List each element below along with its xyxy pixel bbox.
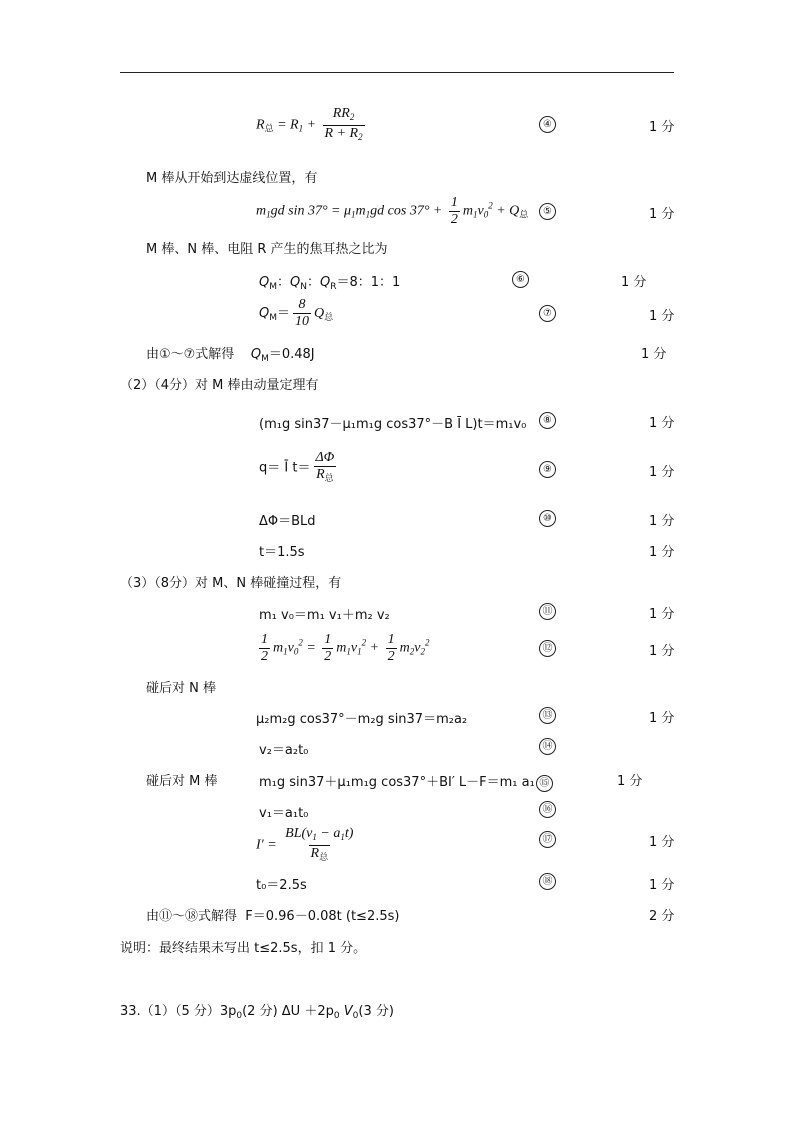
score: 1 分: [649, 120, 675, 135]
marker-10: ⑩: [539, 510, 556, 527]
score: 1 分: [649, 835, 675, 850]
formula-flux: ΔΦ＝BLd: [259, 514, 316, 529]
score: 1 分: [649, 545, 675, 560]
text-ratio-intro: M 棒、N 棒、电阻 R 产生的焦耳热之比为: [146, 242, 388, 257]
formula-ratio: $Q_M$：$Q_N$：$Q_R=8$：1：1: [259, 275, 401, 292]
heading-q33: 33.（1）（5 分）$3p_0(2$ 分) $\Delta U +2p_0$ $V_0(3$ 分): [120, 1004, 394, 1021]
text-solve-2: 由⑪～⑱式解得 F＝0.96－0.08t (t≤2.5s): [146, 909, 400, 924]
marker-11: ⑪: [539, 603, 556, 620]
formula-current: I′ = $\frac{BL(v_1 - a_1t)}{R_总}$: [256, 826, 358, 865]
score: 1 分: [649, 207, 675, 222]
score: 1 分: [649, 711, 675, 726]
formula-qm: $Q_M=$ $\frac{8}{10}$ $Q_总$: [259, 297, 334, 329]
top-rule: [120, 72, 674, 73]
marker-12: ⑫: [539, 640, 556, 657]
score: 1 分: [649, 878, 675, 893]
score: 1 分: [621, 275, 647, 290]
formula-t0: t₀＝2.5s: [256, 878, 307, 893]
score: 1 分: [649, 514, 675, 529]
formula-t: t＝1.5s: [259, 545, 305, 560]
heading-part-2: （2）（4分）对 M 棒由动量定理有: [120, 378, 319, 393]
formula-r-total: $R_总 = R_1$ + $\frac{RR_2}{R + R_2}$: [256, 106, 368, 145]
score: 1 分: [649, 607, 675, 622]
score: 2 分: [649, 909, 675, 924]
formula-m-force: m₁g sin37＋μ₁m₁g cos37°＋BI′ L－F＝m₁ a₁ ⑮: [259, 771, 553, 792]
marker-9: ⑨: [539, 461, 556, 478]
text-solve-1: 由①～⑦式解得 $Q_M=0.48J$: [146, 347, 315, 364]
text-note: 说明：最终结果未写出 t≤2.5s，扣 1 分。: [120, 941, 367, 956]
score: 1 分: [649, 644, 675, 659]
marker-4: ④: [539, 116, 556, 133]
marker-18: ⑱: [539, 873, 556, 890]
score: 1 分: [649, 416, 675, 431]
text-m-start: M 棒从开始到达虚线位置，有: [146, 171, 318, 186]
heading-part-3: （3）（8分）对 M、N 棒碰撞过程，有: [120, 576, 342, 591]
marker-16: ⑯: [539, 801, 556, 818]
text-after-m: 碰后对 M 棒: [146, 774, 218, 789]
formula-energy: $m_1gd$ $\sin 37^\circ = \mu_1m_1gd$ cos 37° + $\frac{1}{2}$ $m_1v_0^2 + Q_总$: [256, 195, 529, 227]
marker-14: ⑭: [539, 738, 556, 755]
formula-charge: q＝ Ī t＝ $\frac{\Delta\Phi}{R_总}$: [259, 450, 339, 486]
marker-8: ⑧: [539, 412, 556, 429]
text-after-n: 碰后对 N 棒: [146, 681, 216, 696]
marker-17: ⑰: [539, 831, 556, 848]
marker-13: ⑬: [539, 707, 556, 724]
score: 1 分: [641, 347, 667, 362]
marker-7: ⑦: [539, 305, 556, 322]
formula-n-force: μ₂m₂g cos37°－m₂g sin37＝m₂a₂: [256, 712, 468, 727]
formula-v2: v₂＝a₂t₀: [259, 743, 309, 758]
marker-6: ⑥: [512, 271, 529, 288]
formula-kinetic: $\frac{1}{2}$ $m_1v_0^2$ = $\frac{1}{2}$ $m_1v_1^2$ + $\frac{1}{2}$ $m_2v_2^2$: [261, 632, 430, 664]
marker-5: ⑤: [539, 203, 556, 220]
formula-momentum: m₁ v₀＝m₁ v₁＋m₂ v₂: [259, 608, 390, 623]
score: 1 分: [649, 309, 675, 324]
score: 1 分: [649, 465, 675, 480]
score: 1 分: [617, 774, 643, 789]
formula-v1: v₁＝a₁t₀: [259, 806, 309, 821]
formula-impulse: (m₁g sin37－μ₁m₁g cos37°－B Ī L)t＝m₁v₀: [259, 417, 527, 432]
